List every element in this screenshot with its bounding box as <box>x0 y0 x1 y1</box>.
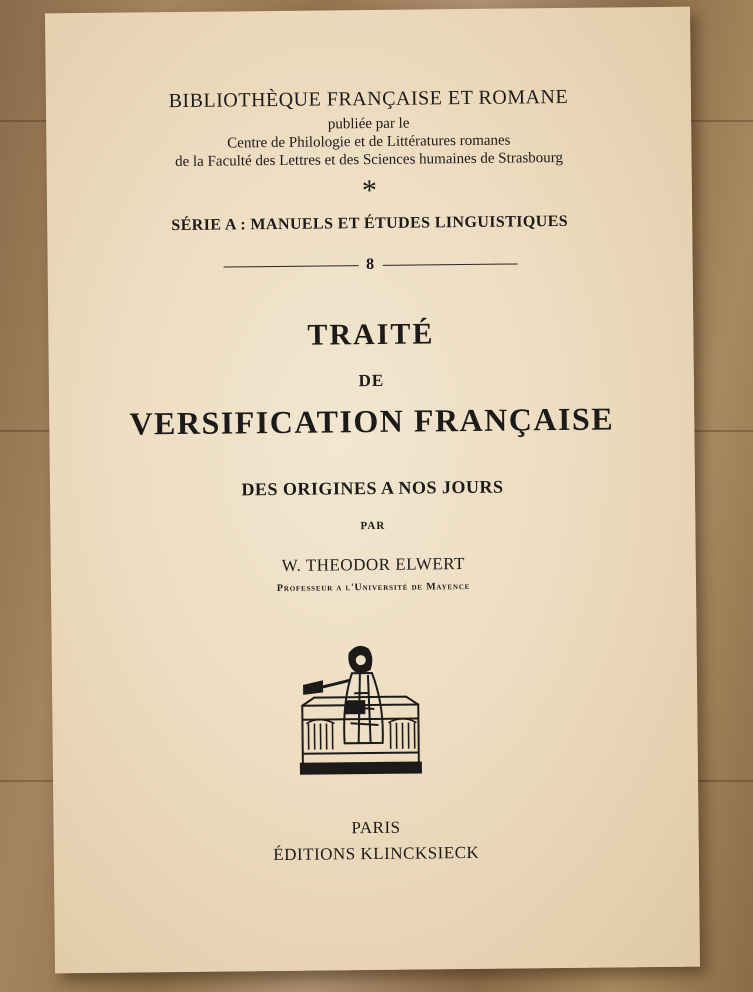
volume-number-row <box>48 253 693 278</box>
published-by-line: publiée par le <box>327 115 410 133</box>
seated-scholar-emblem-icon <box>298 642 423 775</box>
rule-right <box>382 263 517 265</box>
title-line-1: TRAITÉ <box>307 317 435 352</box>
series-subtitle: SÉRIE A : MANUELS ET ÉTUDES LINGUISTIQUES <box>171 212 569 235</box>
author-affiliation: Professeur a l'Université de Mayence <box>276 580 471 595</box>
rule-left <box>223 265 358 267</box>
title-line-3: VERSIFICATION FRANÇAISE <box>129 400 615 442</box>
publisher-name: ÉDITIONS KLINCKSIECK <box>273 842 480 865</box>
published-by-line: Centre de Philologie et de Littératures romanes <box>227 132 511 152</box>
author-name: W. THEODOR ELWERT <box>281 554 466 575</box>
volume-number: 8 <box>366 255 375 274</box>
title-line-2: DE <box>358 370 385 391</box>
by-label: PAR <box>360 519 386 533</box>
book-cover <box>45 7 700 974</box>
asterisk-separator: * <box>361 173 378 208</box>
subtitle: DES ORIGINES A NOS JOURS <box>241 476 504 500</box>
series-title: BIBLIOTHÈQUE FRANÇAISE ET ROMANE <box>168 85 569 113</box>
publication-place: PARIS <box>351 817 401 838</box>
published-by-line: de la Faculté des Lettres et des Sciences humaines de Strasbourg <box>174 149 564 171</box>
